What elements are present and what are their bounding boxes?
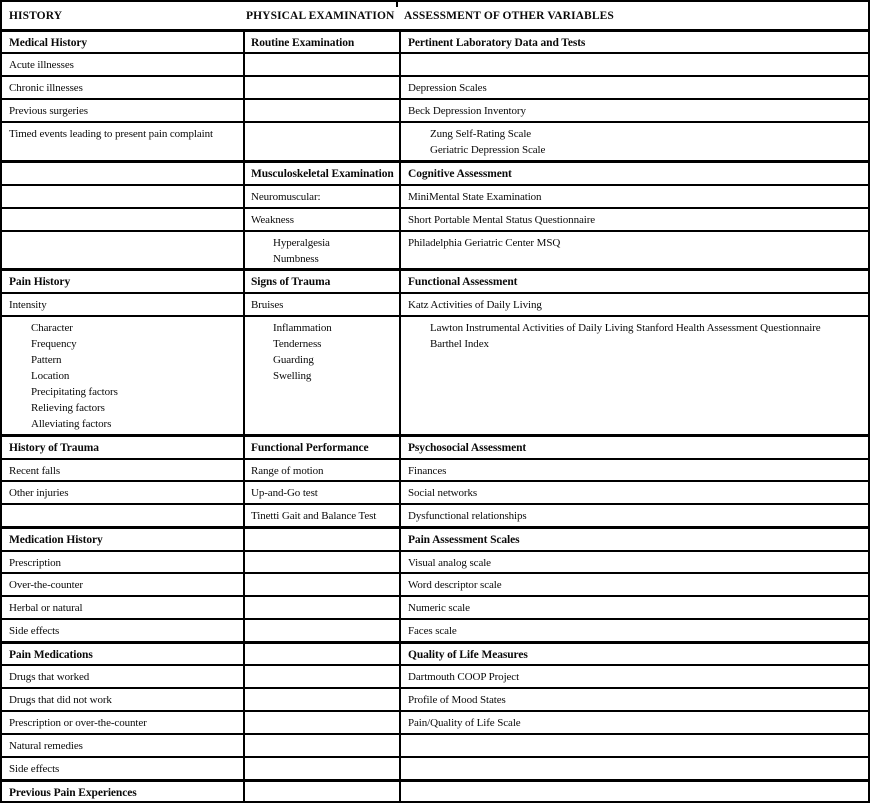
cell-line: Hyperalgesia [273,237,330,249]
column-header-history: HISTORY [9,9,63,22]
cell-line: Recent falls [9,465,61,477]
table-cell [245,186,401,207]
cell-line: Tinetti Gait and Balance Test [251,510,377,522]
table-cell [245,666,401,687]
table-row [2,620,868,643]
cell-line: Frequency [31,338,77,350]
table-cell [2,552,245,572]
table-row [2,574,868,597]
cell-line: Natural remedies [9,740,83,752]
table-cell [401,32,868,52]
table-row [2,689,868,712]
cell-line: Medication History [9,534,103,546]
table-cell [401,186,868,207]
table-cell [245,735,401,756]
table-cell [2,186,245,207]
table-row [2,162,868,186]
cell-line: Musculoskeletal Examination [251,168,394,180]
table-cell [245,644,401,664]
table-row [2,123,868,162]
table-cell [401,666,868,687]
table-row [2,209,868,232]
table-cell [2,505,245,526]
table-row [2,735,868,758]
cell-line: Dartmouth COOP Project [408,671,520,683]
cell-line: Cognitive Assessment [408,168,512,180]
table-cell [401,620,868,641]
table-cell [401,712,868,733]
table-cell [2,294,245,315]
cell-line: Drugs that did not work [9,694,112,706]
table-cell [245,77,401,98]
table-cell [245,32,401,52]
cell-line: Previous Pain Experiences [9,787,137,799]
table-cell [2,597,245,618]
table-cell [2,689,245,710]
top-edge-tick-mark [396,1,398,7]
cell-line: Guarding [273,354,314,366]
table-cell [2,644,245,664]
cell-line: Tenderness [273,338,322,350]
cell-line: Other injuries [9,487,69,499]
table-cell [245,54,401,75]
table-cell [2,574,245,595]
cell-line: Precipitating factors [31,386,118,398]
table-row [2,666,868,689]
table-cell [401,574,868,595]
table-cell [401,163,868,184]
cell-line: Social networks [408,487,478,499]
table-cell [2,77,245,98]
cell-line: MiniMental State Examination [408,191,542,203]
table-cell [401,552,868,572]
cell-line: Prescription [9,557,61,569]
cell-line: Side effects [9,625,60,637]
table-row [2,552,868,574]
cell-line: Philadelphia Geriatric Center MSQ [408,237,561,249]
cell-line: Character [31,322,73,334]
table-cell [2,317,245,434]
column-header-physical-examination: PHYSICAL EXAMINATION [246,9,395,22]
column-header-assessment-of-other-variables: ASSESSMENT OF OTHER VARIABLES [404,9,614,22]
cell-line: Routine Examination [251,37,355,49]
cell-line: Intensity [9,299,47,311]
table-cell [401,437,868,458]
cell-line: Previous surgeries [9,105,88,117]
table-cell [2,529,245,550]
table-cell [245,123,401,160]
table-cell [2,712,245,733]
table-header-band [2,2,868,32]
table-cell [401,54,868,75]
cell-line: Prescription or over-the-counter [9,717,147,729]
table-cell [401,271,868,292]
cell-line: Psychosocial Assessment [408,442,527,454]
table-cell [2,460,245,480]
table-cell [245,437,401,458]
table-cell [245,552,401,572]
table-cell [2,100,245,121]
table-row [2,186,868,209]
table-cell [401,735,868,756]
table-row [2,317,868,436]
table-cell [401,644,868,664]
cell-line: Pain/Quality of Life Scale [408,717,521,729]
cell-line: Pain Assessment Scales [408,534,520,546]
table-cell [245,317,401,434]
table-cell [245,294,401,315]
cell-line: Side effects [9,763,60,775]
cell-line: Faces scale [408,625,457,637]
cell-line: Up-and-Go test [251,487,318,499]
table-cell [2,123,245,160]
cell-line: Over-the-counter [9,579,83,591]
cell-line: Range of motion [251,465,324,477]
cell-line: Signs of Trauma [251,276,331,288]
table-cell [245,574,401,595]
table-cell [401,529,868,550]
table-row [2,597,868,620]
table-cell [401,123,868,160]
table-cell [245,505,401,526]
cell-line: Functional Performance [251,442,369,454]
cell-line: Finances [408,465,447,477]
table-row [2,528,868,552]
table-cell [401,689,868,710]
table-cell [2,209,245,230]
table-row [2,505,868,528]
cell-line: Geriatric Depression Scale [430,144,546,156]
table-cell [245,620,401,641]
cell-line: Swelling [273,370,312,382]
table-cell [245,712,401,733]
table-cell [245,597,401,618]
cell-line: Weakness [251,214,294,226]
cell-line: History of Trauma [9,442,99,454]
table-cell [401,482,868,503]
cell-line: Visual analog scale [408,557,491,569]
table-cell [401,758,868,779]
cell-line: Bruises [251,299,284,311]
table-cell [2,437,245,458]
cell-line: Acute illnesses [9,59,74,71]
table-cell [245,460,401,480]
table-cell [245,782,401,803]
table-cell [401,294,868,315]
table-cell [2,782,245,803]
cell-line: Beck Depression Inventory [408,105,526,117]
table-cell [401,77,868,98]
cell-line: Inflammation [273,322,332,334]
cell-line: Neuromuscular: [251,191,321,203]
cell-line: Quality of Life Measures [408,649,528,661]
cell-line: Barthel Index [430,338,489,350]
table-row [2,232,868,270]
cell-line: Alleviating factors [31,418,112,430]
cell-line: Depression Scales [408,82,487,94]
table-cell [2,758,245,779]
table-cell [401,209,868,230]
table-cell [2,271,245,292]
table-row [2,32,868,54]
table-row [2,460,868,482]
table-body [2,32,868,803]
cell-line: Drugs that worked [9,671,90,683]
table-cell [245,100,401,121]
table-row [2,54,868,77]
table-cell [2,735,245,756]
cell-line: Zung Self-Rating Scale [430,128,532,140]
table-cell [2,232,245,268]
table-row [2,100,868,123]
table-cell [245,482,401,503]
cell-line: Timed events leading to present pain complaint [9,128,213,140]
cell-line: Herbal or natural [9,602,83,614]
table-row [2,781,868,803]
cell-line: Chronic illnesses [9,82,83,94]
table-row [2,482,868,505]
table-cell [401,317,868,434]
table-row [2,643,868,666]
table-cell [245,689,401,710]
table-cell [245,529,401,550]
cell-line: Lawton Instrumental Activities of Daily Living Stanford Health Assessment Questionnaire [430,322,821,334]
table-cell [2,54,245,75]
table-cell [245,271,401,292]
cell-line: Short Portable Mental Status Questionnaire [408,214,596,226]
table-row [2,294,868,317]
table-cell [401,232,868,268]
table-cell [2,482,245,503]
table-cell [401,782,868,803]
table-row [2,270,868,294]
cell-line: Profile of Mood States [408,694,506,706]
table-cell [245,209,401,230]
table-row [2,436,868,460]
cell-line: Pertinent Laboratory Data and Tests [408,37,586,49]
cell-line: Medical History [9,37,88,49]
cell-line: Functional Assessment [408,276,518,288]
table-row [2,77,868,100]
table-cell [2,163,245,184]
cell-line: Pain History [9,276,71,288]
table-cell [245,758,401,779]
table-cell [2,620,245,641]
cell-line: Location [31,370,70,382]
cell-line: Katz Activities of Daily Living [408,299,542,311]
table-cell [401,100,868,121]
cell-line: Pain Medications [9,649,93,661]
cell-line: Pattern [31,354,62,366]
table-row [2,712,868,735]
table-cell [245,232,401,268]
table-cell [401,505,868,526]
table-row [2,758,868,781]
table-cell [2,32,245,52]
table-cell [245,163,401,184]
table-cell [401,460,868,480]
cell-line: Numeric scale [408,602,470,614]
table-cell [2,666,245,687]
cell-line: Word descriptor scale [408,579,502,591]
cell-line: Relieving factors [31,402,105,414]
table-cell [401,597,868,618]
cell-line: Dysfunctional relationships [408,510,527,522]
cell-line: Numbness [273,253,319,265]
